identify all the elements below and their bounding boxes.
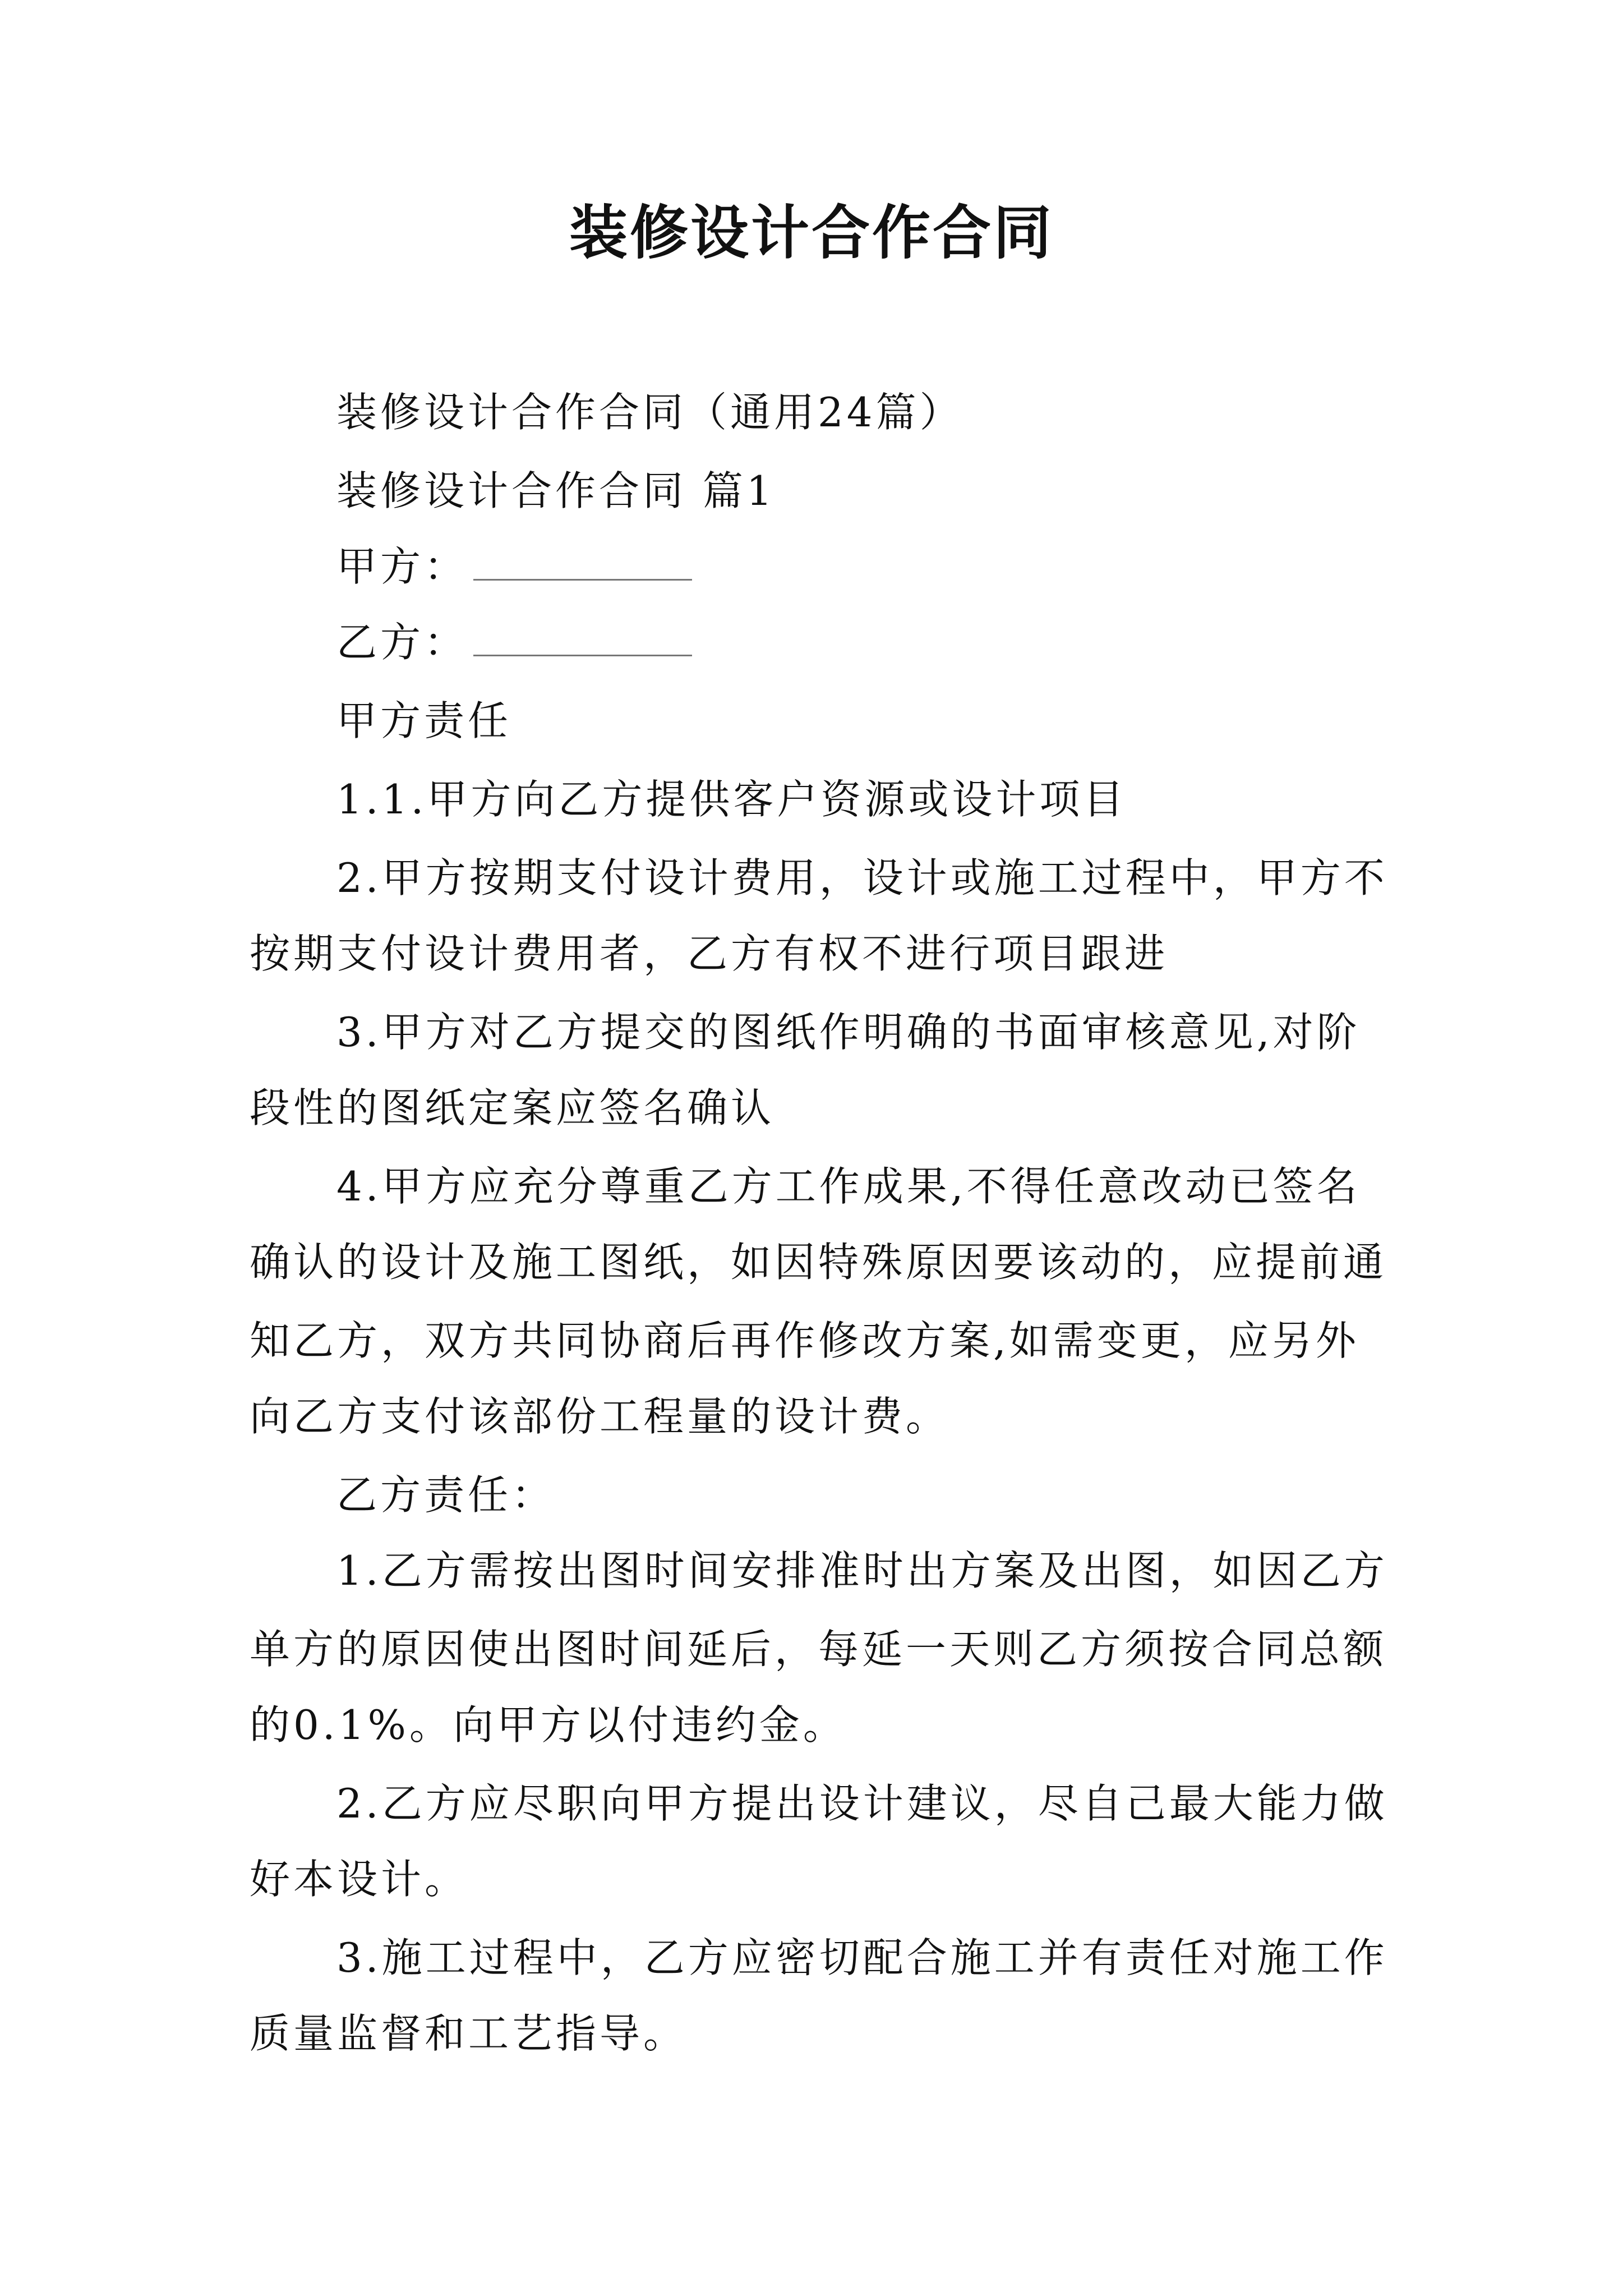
document-subtitle: 装修设计合作合同（通用24篇） [336,389,963,436]
clause-b1-line1: 1.乙方需按出图时间安排准时出方案及出图，如因乙方 [336,1547,1388,1594]
party-a-line [336,541,692,592]
document-title: 装修设计合作合同 [569,198,1054,267]
section-heading: 装修设计合作合同 篇1 [336,467,776,514]
party-a-duties-heading: 甲方责任 [336,697,512,744]
clause-a3-line2: 段性的图纸定案应签名确认 [250,1084,775,1131]
party-b-label: 乙方： [336,619,468,666]
clause-b2-line1: 2.乙方应尽职向甲方提出设计建议，尽自己最大能力做 [336,1780,1388,1827]
clause-a4-line1: 4.甲方应充分尊重乙方工作成果,不得任意改动已签名 [336,1163,1361,1210]
party-a-blank-field [473,545,692,581]
clause-b3-line2: 质量监督和工艺指导。 [250,2010,688,2057]
clause-a2-line2: 按期支付设计费用者，乙方有权不进行项目跟进 [250,930,1169,977]
party-a-label: 甲方： [336,543,468,590]
party-b-line [336,617,692,668]
party-b-duties-heading: 乙方责任： [336,1471,556,1519]
clause-b1-line2: 单方的原因使出图时间延后，每延一天则乙方须按合同总额 [250,1626,1387,1673]
clause-a4-line4: 向乙方支付该部份工程量的设计费。 [250,1393,950,1440]
clause-b2-line2: 好本设计。 [250,1856,469,1903]
clause-a2-line1: 2.甲方按期支付设计费用，设计或施工过程中，甲方不 [336,854,1388,901]
clause-a4-line2: 确认的设计及施工图纸，如因特殊原因要该动的，应提前通 [250,1239,1387,1286]
clause-a1: 1.1.甲方向乙方提供客户资源或设计项目 [336,776,1127,823]
party-b-blank-field [473,621,692,656]
clause-a3-line1: 3.甲方对乙方提交的图纸作明确的书面审核意见,对阶 [336,1009,1361,1056]
clause-b1-line3: 的0.1%。向甲方以付违约金。 [250,1701,847,1749]
clause-a4-line3: 知乙方，双方共同协商后再作修改方案,如需变更，应另外 [250,1317,1359,1364]
clause-b3-line1: 3.施工过程中，乙方应密切配合施工并有责任对施工作 [336,1934,1388,1981]
